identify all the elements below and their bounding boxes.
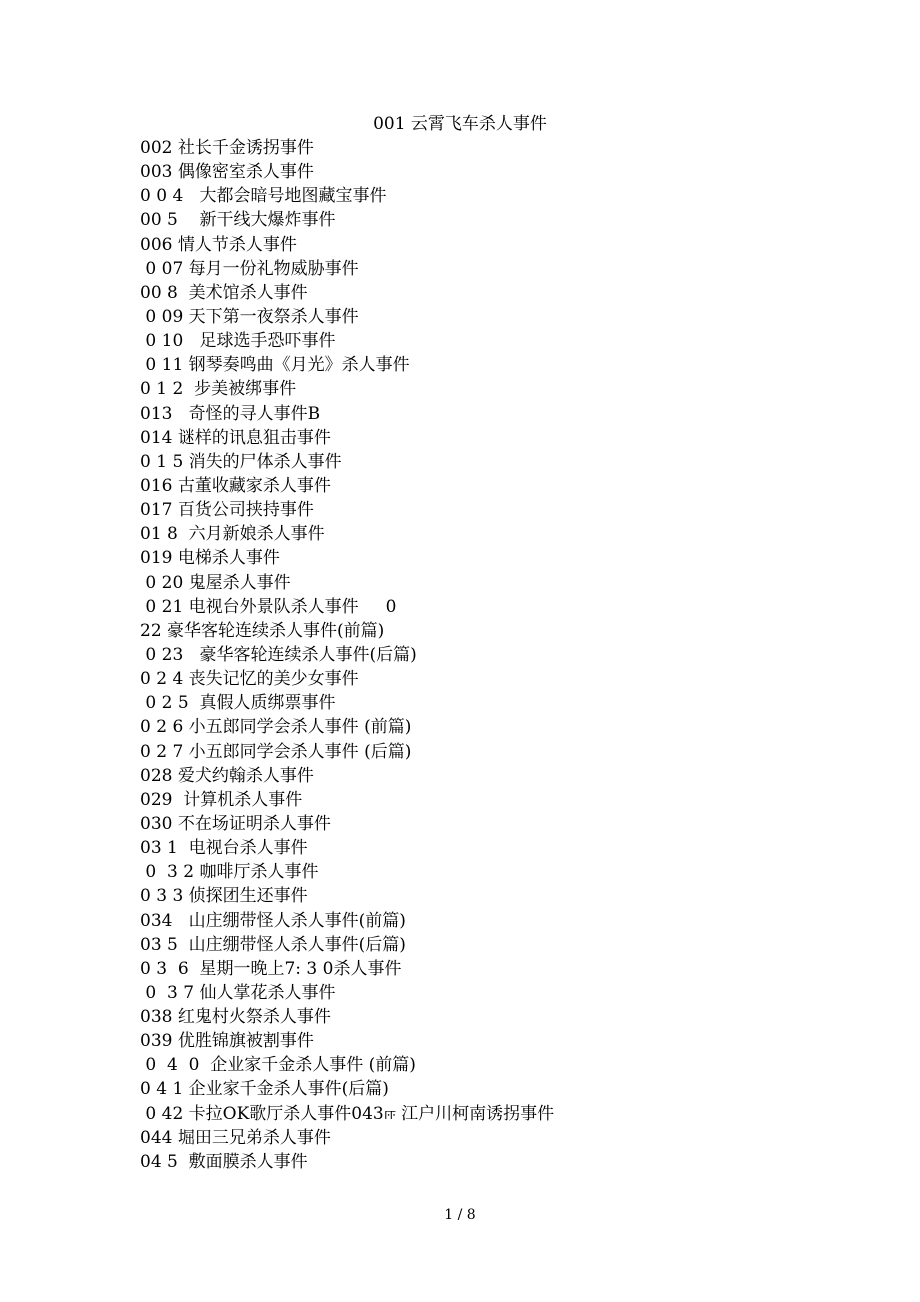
list-item: 03 1 电视台杀人事件 [140, 838, 308, 859]
list-item: 0 1 5 消失的尸体杀人事件 [140, 451, 342, 472]
list-item: 0 42 卡拉OK歌厅杀人事件043ஈ 江户川柯南诱拐事件 [140, 1103, 555, 1124]
list-item: 01 8 六月新娘杀人事件 [140, 524, 325, 545]
list-item: 0 3 3 侦探团生还事件 [140, 886, 308, 907]
list-item: 0 4 1 企业家千金杀人事件(后篇) [140, 1079, 389, 1100]
list-item: 029 计算机杀人事件 [140, 789, 303, 810]
page-number: 1 / 8 [444, 1207, 476, 1223]
list-item: 03 5 山庄绷带怪人杀人事件(后篇) [140, 934, 406, 955]
document-title: 001 云霄飞车杀人事件 [373, 114, 547, 134]
list-item: 028 爱犬约翰杀人事件 [140, 765, 314, 786]
list-item: 0 11 钢琴奏鸣曲《月光》杀人事件 [140, 355, 410, 376]
list-item: 0 09 天下第一夜祭杀人事件 [140, 306, 359, 327]
list-item: 003 偶像密室杀人事件 [140, 162, 314, 183]
list-item: 039 优胜锦旗被割事件 [140, 1031, 314, 1052]
list-item: 04 5 敷面膜杀人事件 [140, 1151, 308, 1172]
list-item: 0 2 5 真假人质绑票事件 [140, 693, 336, 714]
list-item: 0 10 足球选手恐吓事件 [140, 331, 336, 352]
list-item: 0 07 每月一份礼物威胁事件 [140, 258, 359, 279]
list-item: 044 堀田三兄弟杀人事件 [140, 1127, 331, 1148]
list-item: 034 山庄绷带怪人杀人事件(前篇) [140, 910, 406, 931]
episode-list [140, 136, 554, 1174]
list-item: 0 0 4 大都会暗号地图藏宝事件 [140, 186, 387, 207]
list-item: 0 3 6 星期一晚上7: 3 0杀人事件 [140, 958, 402, 979]
list-item: 0 1 2 步美被绑事件 [140, 379, 297, 400]
list-item: 0 20 鬼屋杀人事件 [140, 572, 291, 593]
list-item: 017 百货公司挟持事件 [140, 500, 314, 521]
list-item: 0 2 6 小五郎同学会杀人事件 (前篇) [140, 717, 412, 738]
list-item: 016 古董收藏家杀人事件 [140, 475, 331, 496]
list-item: 22 豪华客轮连续杀人事件(前篇) [140, 620, 385, 641]
list-item: 0 2 4 丧失记忆的美少女事件 [140, 669, 359, 690]
list-item: 0 23 豪华客轮连续杀人事件(后篇) [140, 644, 417, 665]
list-item: 006 情人节杀人事件 [140, 234, 297, 255]
list-item: 00 5 新干线大爆炸事件 [140, 210, 336, 231]
list-item: 0 3 2 咖啡厅杀人事件 [140, 862, 319, 883]
list-item: 030 不在场证明杀人事件 [140, 813, 331, 834]
list-item: 038 红鬼村火祭杀人事件 [140, 1007, 331, 1028]
list-item: 014 谜样的讯息狙击事件 [140, 427, 331, 448]
list-item: 0 3 7 仙人掌花杀人事件 [140, 982, 336, 1003]
list-item: 00 8 美术馆杀人事件 [140, 282, 308, 303]
list-item: 0 2 7 小五郎同学会杀人事件 (后篇) [140, 741, 412, 762]
list-item: 019 电梯杀人事件 [140, 548, 280, 569]
list-item: 002 社长千金诱拐事件 [140, 138, 314, 158]
list-item: 013 奇怪的寻人事件B [140, 403, 321, 424]
list-item: 0 21 电视台外景队杀人事件 0 [140, 596, 397, 617]
list-item: 0 4 0 企业家千金杀人事件 (前篇) [140, 1055, 416, 1076]
